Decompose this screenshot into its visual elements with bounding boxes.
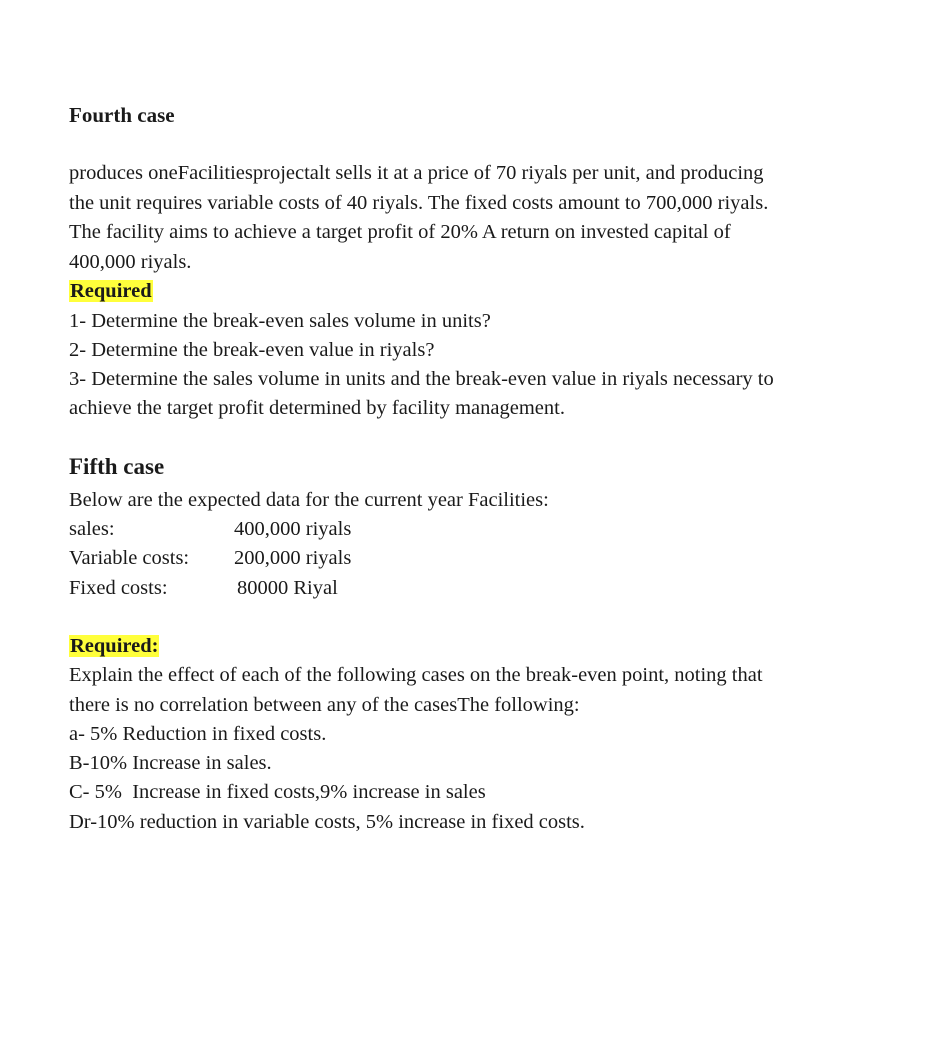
case-item: Dr-10% reduction in variable costs, 5% increase in fixed costs. (69, 811, 585, 833)
fourth-case-paragraph-line: the unit requires variable costs of 40 riyals. The fixed costs amount to 700,000 riyals. (69, 192, 769, 214)
requirement-item: 3- Determine the sales volume in units and the break-even value in riyals necessary to (69, 368, 774, 390)
fourth-case-paragraph-line: The facility aims to achieve a target profit of 20% A return on invested capital of (69, 221, 731, 243)
case-item: a- 5% Reduction in fixed costs. (69, 723, 327, 745)
fourth-case-paragraph-line: 400,000 riyals. (69, 251, 192, 273)
data-row-value: 200,000 riyals (234, 547, 352, 569)
data-row-value: 80000 Riyal (237, 577, 338, 599)
explain-line: there is no correlation between any of the casesThe following: (69, 694, 580, 716)
case-item: B-10% Increase in sales. (69, 752, 272, 774)
explain-line: Explain the effect of each of the following cases on the break-even point, noting that (69, 664, 763, 686)
fourth-case-title: Fourth case (69, 103, 175, 127)
data-row-label: sales: (69, 518, 115, 540)
fourth-case-paragraph-line: produces oneFacilitiesprojectalt sells it at a price of 70 riyals per unit, and producing (69, 162, 764, 184)
requirement-item: 2- Determine the break-even value in riyals? (69, 339, 435, 361)
fifth-case-required-heading (69, 634, 159, 658)
required-highlight: Required (70, 280, 152, 302)
required-highlight: Required: (70, 635, 159, 657)
fourth-case-required-heading (69, 279, 153, 303)
fifth-case-intro: Below are the expected data for the current year Facilities: (69, 489, 549, 511)
data-row-value: 400,000 riyals (234, 518, 352, 540)
fifth-case-title: Fifth case (69, 454, 165, 479)
requirement-item: 1- Determine the break-even sales volume in units? (69, 310, 491, 332)
case-item: C- 5% Increase in fixed costs,9% increase in sales (69, 781, 486, 803)
data-row-label: Fixed costs: (69, 577, 168, 599)
data-row-label: Variable costs: (69, 547, 190, 569)
requirement-item: achieve the target profit determined by facility management. (69, 397, 565, 419)
